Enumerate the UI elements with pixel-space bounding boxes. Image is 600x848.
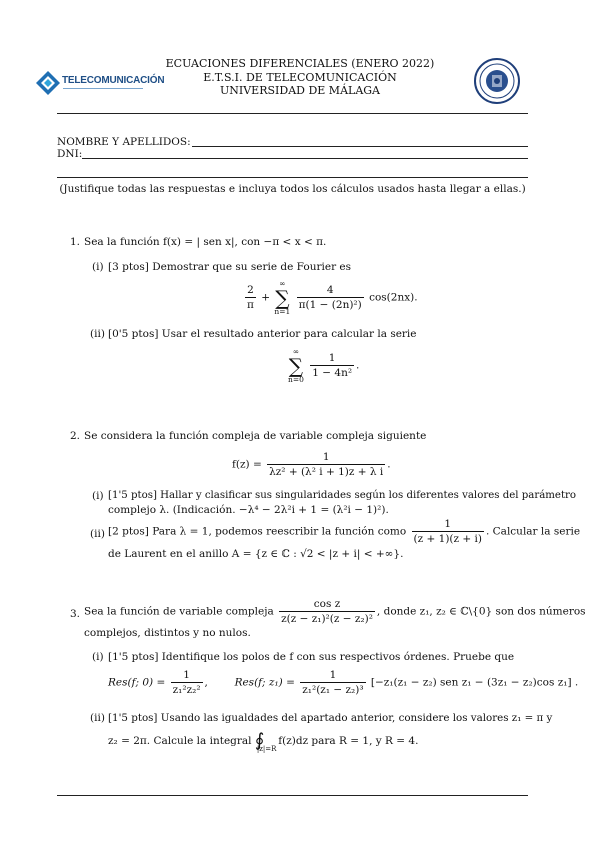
dni-field[interactable] [82,158,528,159]
p1-sum-top: ∞ [279,279,286,288]
p1-i-label: (i) [92,261,104,273]
name-field[interactable] [192,146,528,147]
university-name: UNIVERSIDAD DE MÁLAGA [220,84,380,97]
p1-ii-label: (ii) [90,328,105,340]
form-divider [57,177,528,178]
p3-statement-b: , donde z₁, z₂ ∈ ℂ\{0} son dos números [376,605,586,618]
telecom-logo-icon [35,70,61,96]
p2-ii-den: (z + 1)(z + i) [413,533,482,545]
p3-num: cos z [279,598,375,612]
p3-i-label: (i) [92,651,104,663]
p2-lhs: f(z) = [232,458,262,471]
p2-i-text-2: complejo λ. (Indicación. −λ⁴ − 2λ²i + 1 = (λ²i − 1)²). [108,504,389,516]
p3-res0-lhs: Res(f; 0) = [108,676,166,689]
p1-f3-num: 1 [310,352,354,366]
p1-i-text: [3 ptos] Demostrar que su serie de Fourier es [108,261,352,273]
p3-ii-text-1: [1'5 ptos] Usando las igualdades del apartado anterior, considere los valores z₁ = π y [108,712,553,724]
p2-i-text-1: [1'5 ptos] Hallar y clasificar sus singularidades según los diferentes valores del parámetro [108,490,577,501]
p3-i-text: [1'5 ptos] Identifique los polos de f con sus respectivos órdenes. Pruebe que [108,651,515,663]
p1-fourier-formula: $\frac{2}{\pi}$ + ∞ ∑ n=1 $\frac{4}{\text{π(1 − (2n)²)}}$ cos(2nx). [247,279,418,316]
p1-tail: cos(2nx). [369,291,418,304]
p1-f2-den: π(1 − (2n)²) [298,299,362,311]
dni-label: DNI: [57,148,83,160]
p2-ii-text-2: de Laurent en el anillo A = {z ∈ ℂ : √2 < |z + i| < +∞}. [108,548,404,560]
p2-ii-label: (ii) [90,528,105,540]
p3-res1-lhs: Res(f; z₁) = [234,676,295,689]
p1-f1-num: 2 [245,284,256,298]
p3-number: 3. [70,608,81,620]
p1-statement: Sea la función f(x) = | sen x|, con −π < x < π. [84,236,327,248]
p3-statement-a: Sea la función de variable compleja [84,605,274,618]
p3-residues: Res(f; 0) = $\frac{1}{\text{z₁²z₂²}}$ , Res(f; z₁) = $\frac{1}{\text{z₁²(z₁ − z₂)³}}$ [−z₁(z₁ − z₂) sen z₁ − (3z₁ − z₂)cos z₁] . [108,669,579,696]
exam-header [130,57,470,98]
p2-function [232,451,391,478]
p3-res1-tail: [−z₁(z₁ − z₂) sen z₁ − (3z₁ − z₂)cos z₁] . [370,676,579,689]
p3-ii-label: (ii) [90,712,105,724]
p2-statement: Se considera la función compleja de variable compleja siguiente [84,430,427,442]
p3-statement-2: complejos, distintos y no nulos. [84,627,251,639]
p2-i-label: (i) [92,490,104,502]
p3-line1 [84,598,586,625]
p3-ii-integral-sub: |z|=R [256,745,277,753]
p1-series-formula: ∞ ∑ n=0 $\frac{1}{\text{1 − 4n²}}$ . [288,347,360,384]
p2-ii-text-a: [2 ptos] Para λ = 1, podemos reescribir la función como [108,525,407,538]
p1-ii-text: [0'5 ptos] Usar el resultado anterior para calcular la serie [108,328,417,340]
exam-title: ECUACIONES DIFERENCIALES (ENERO 2022) [165,57,435,70]
p1-sum-bottom: n=1 [274,306,291,316]
p3-res0-den: z₁²z₂² [172,684,201,696]
p2-num: 1 [267,451,385,465]
p1-sum2-bottom: n=0 [288,374,304,384]
p1-period: . [356,359,360,372]
p1-sum2-top: ∞ [292,347,300,356]
telecom-logo-text: TELECOMUNICACIÓN [62,75,165,86]
p1-number: 1. [70,236,81,248]
name-label: NOMBRE Y APELLIDOS: [57,136,191,148]
p3-ii-line2 [108,728,419,753]
p3-ii-text-2b: f(z)dz para R = 1, y R = 4. [278,735,419,747]
p3-den: z(z − z₁)²(z − z₂)² [281,613,373,625]
p3-res1-den: z₁²(z₁ − z₂)³ [302,684,364,696]
p2-period: . [387,458,391,471]
p2-number: 2. [70,430,81,442]
p1-f3-den: 1 − 4n² [312,367,353,379]
p2-den: λz² + (λ² i + 1)z + λ i [269,466,384,478]
instructions: (Justifique todas las respuestas e incluya todos los cálculos usados hasta llegar a ellas.) [59,183,526,195]
p2-ii-line1 [108,518,580,545]
p1-f2-num: 4 [297,284,364,298]
p3-ii-text-2a: z₂ = 2π. Calcule la integral [108,735,252,747]
footer-divider [57,795,528,796]
school-name: E.T.S.I. DE TELECOMUNICACIÓN [203,70,397,84]
p1-f1-den: π [247,299,254,311]
integral-symbol: ∮ [254,730,265,751]
p2-ii-text-b: . Calcular la serie [485,525,581,538]
university-seal-icon [476,60,518,102]
university-seal [474,58,520,104]
p1-plus: + [261,291,271,304]
p3-res1-num: 1 [300,669,365,683]
p3-res0-num: 1 [171,669,203,683]
p2-ii-num: 1 [412,518,484,532]
header-divider [57,113,528,114]
